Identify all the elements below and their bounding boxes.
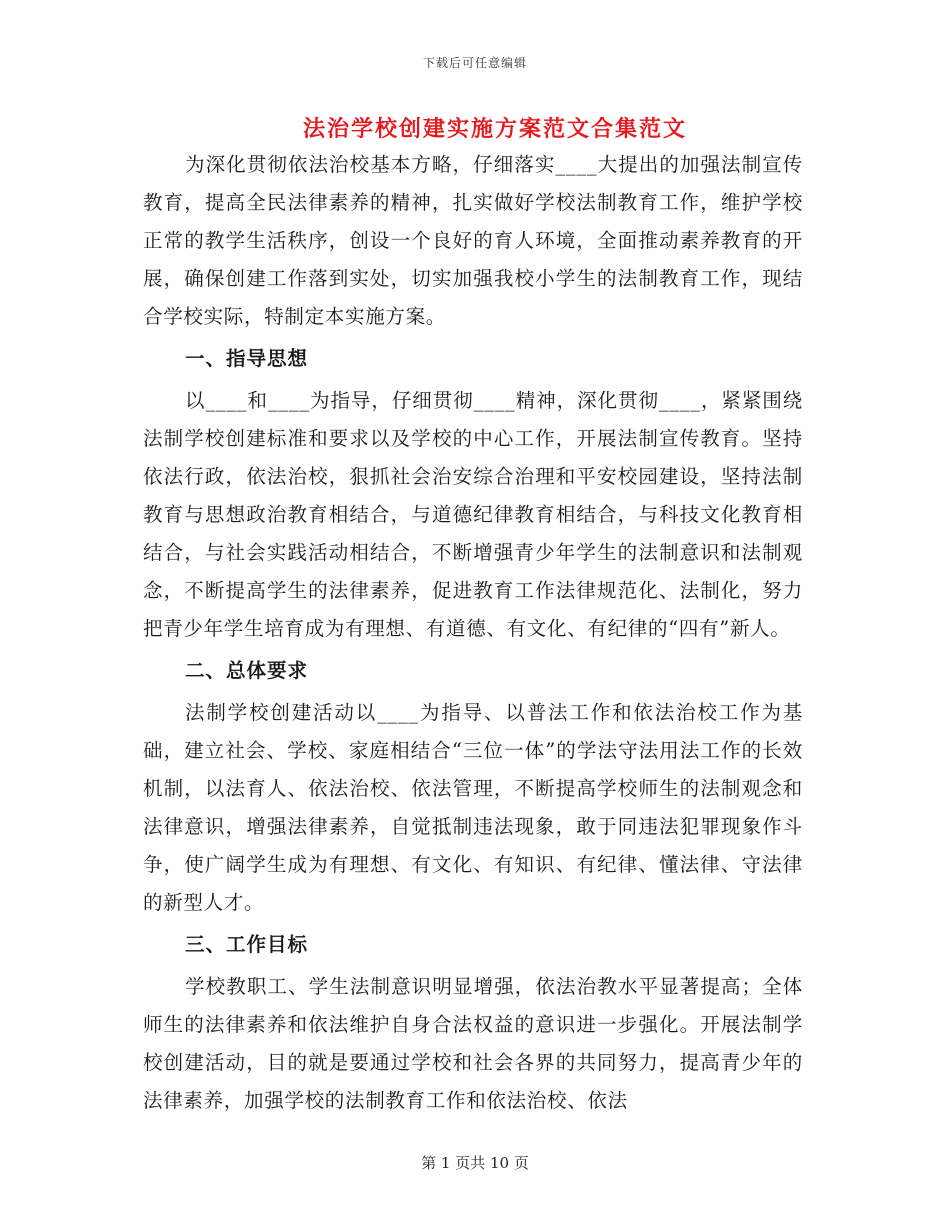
document-title: 法治学校创建实施方案范文合集范文 [302, 116, 687, 142]
document-body [143, 146, 803, 1124]
intro-paragraph: 为深化贯彻依法治校基本方略，仔细落实____大提出的加强法制宣传教育，提高全民法律素养的精神，扎实做好学校法制教育工作，维护学校正常的教学生活秩序，创设一个良好的育人环境，全面推动素养教育的开展，确保创建工作落到实处，切实加强我校小学生的法制教育工作，现结合学校实际，特制定本实施方案。 [143, 153, 803, 328]
section-heading-general-requirements: 二、总体要求 [185, 659, 309, 682]
guiding-ideology-paragraph: 以____和____为指导，仔细贯彻____精神，深化贯彻____，紧紧围绕法制学校创建标准和要求以及学校的中心工作，开展法制宣传教育。坚持依法行政，依法治校，狠抓社会治安综合治理和平安校园建设，坚持法制教育与思想政治教育相结合，与道德纪律教育相结合，与科技文化教育相结合，与社会实践活动相结合，不断增强青少年学生的法制意识和法制观念，不断提高学生的法律素养，促进教育工作法律规范化、法制化，努力把青少年学生培育成为有理想、有道德、有文化、有纪律的“四有”新人。 [143, 389, 803, 640]
section-heading-work-goals: 三、工作目标 [185, 933, 309, 956]
general-requirements-paragraph: 法制学校创建活动以____为指导、以普法工作和依法治校工作为基础，建立社会、学校、家庭相结合“三位一体”的学法守法用法工作的长效机制，以法育人、依法治校、依法管理，不断提高学校师生的法制观念和法律意识，增强法律素养，自觉抵制违法现象，敢于同违法犯罪现象作斗争，使广阔学生成为有理想、有文化、有知识、有纪律、懂法律、守法律的新型人才。 [143, 701, 803, 914]
page-number-footer: 第 1 页共 10 页 [421, 1154, 529, 1172]
section-heading-guiding-ideology: 一、指导思想 [185, 347, 309, 370]
work-goals-paragraph: 学校教职工、学生法制意识明显增强，依法治教水平显著提高；全体师生的法律素养和依法维护自身合法权益的意识进一步强化。开展法制学校创建活动，目的就是要通过学校和社会各界的共同努力，提高青少年的法律素养，加强学校的法制教育工作和依法治校、依法 [143, 975, 803, 1112]
header-note: 下载后可任意编辑 [422, 56, 527, 70]
